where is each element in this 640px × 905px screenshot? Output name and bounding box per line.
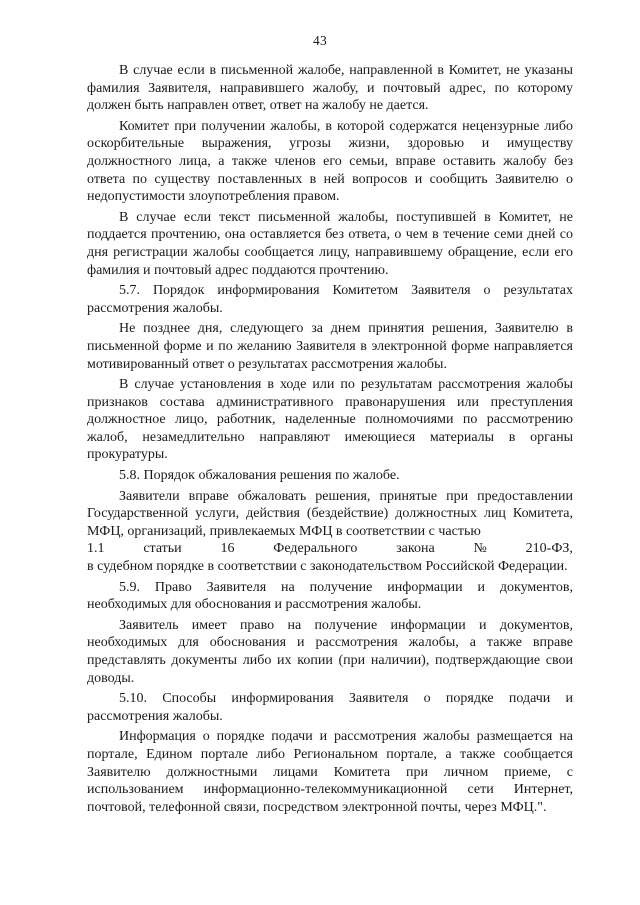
paragraph-appeal: [87, 488, 573, 576]
section-5-9-heading: 5.9. Право Заявителя на получение информации и документов, необходимых для обоснования и рассмотрения жалобы.: [87, 579, 573, 613]
document-body: [87, 62, 573, 819]
paragraph-appeal-first: Заявители вправе обжаловать решения, принятые при предоставлении Государственной услуги, действия (бездействие) должностных лиц Комитета, МФЦ, организаций, привлекаемых МФЦ в соответствии с частью: [87, 488, 573, 539]
page-number: 43: [313, 33, 327, 48]
law-part-number: 1.1: [87, 541, 105, 557]
section-5-8-heading: 5.8. Порядок обжалования решения по жалобе.: [119, 468, 400, 484]
paragraph-unreadable-text: В случае если текст письменной жалобы, поступившей в Комитет, не поддается прочтению, она оставляется без ответа, о чем в течение семи дней со дня регистрации жалобы сообщается лицу, направившему обращение, если его фамилия и почтовый адрес поддаются прочтению.: [87, 209, 573, 278]
paragraph-response-deadline: Не позднее дня, следующего за днем принятия решения, Заявителю в письменной форме и по желанию Заявителя в электронной форме направляется мотивированный ответ о результатах рассмотрения жалобы.: [87, 321, 573, 372]
section-5-7-heading: 5.7. Порядок информирования Комитетом Заявителя о результатах рассмотрения жалобы.: [87, 283, 573, 316]
law-law-word: закона: [396, 541, 435, 557]
law-number-sign: №: [473, 541, 487, 557]
paragraph-no-address: В случае если в письменной жалобе, направленной в Комитет, не указаны фамилия Заявителя, направившего жалобу, и почтовый адрес, по которому должен быть направлен ответ, ответ на жалобу не дается.: [87, 63, 573, 114]
paragraph-prosecution-referral: В случае установления в ходе или по результатам рассмотрения жалобы признаков состава административного правонарушения или преступления должностное лицо, работник, наделенные полномочиями по рассмотрению жалоб, незамедлительно направляют имеющиеся материалы в органы прокуратуры.: [87, 377, 573, 463]
paragraph-right-to-information: Заявитель имеет право на получение информации и документов, необходимых для обоснования и рассмотрения жалобы, а также вправе представлять документы либо их копии (при наличии), подтверждающие свои доводы.: [87, 617, 573, 686]
law-reference-line: [87, 540, 573, 558]
law-federal-word: Федерального: [273, 541, 358, 557]
paragraph-appeal-last: в судебном порядке в соответствии с законодательством Российской Федерации.: [87, 559, 568, 575]
paragraph-information-methods: Информация о порядке подачи и рассмотрения жалобы размещается на портале, Едином портале либо Региональном портале, а также сообщается Заявителю должностными лицами Комитета при личном приеме, с использованием информационно-телекоммуникационной сети Интернет, почтовой, телефонной связи, посредством электронной почты, через МФЦ.".: [87, 729, 573, 815]
law-article-word: статьи: [143, 541, 182, 557]
law-article-number: 16: [220, 541, 235, 557]
section-5-10-heading: 5.10. Способы информирования Заявителя о порядке подачи и рассмотрения жалобы.: [87, 691, 573, 724]
law-code: 210-ФЗ,: [525, 541, 573, 557]
paragraph-obscene-content: Комитет при получении жалобы, в которой содержатся нецензурные либо оскорбительные выражения, угрозы жизни, здоровью и имуществу должностного лица, а также членов его семьи, вправе оставить жалобу без ответа по существу поставленных в ней вопросов и сообщить Заявителю о недопустимости злоупотребления правом.: [87, 118, 573, 205]
